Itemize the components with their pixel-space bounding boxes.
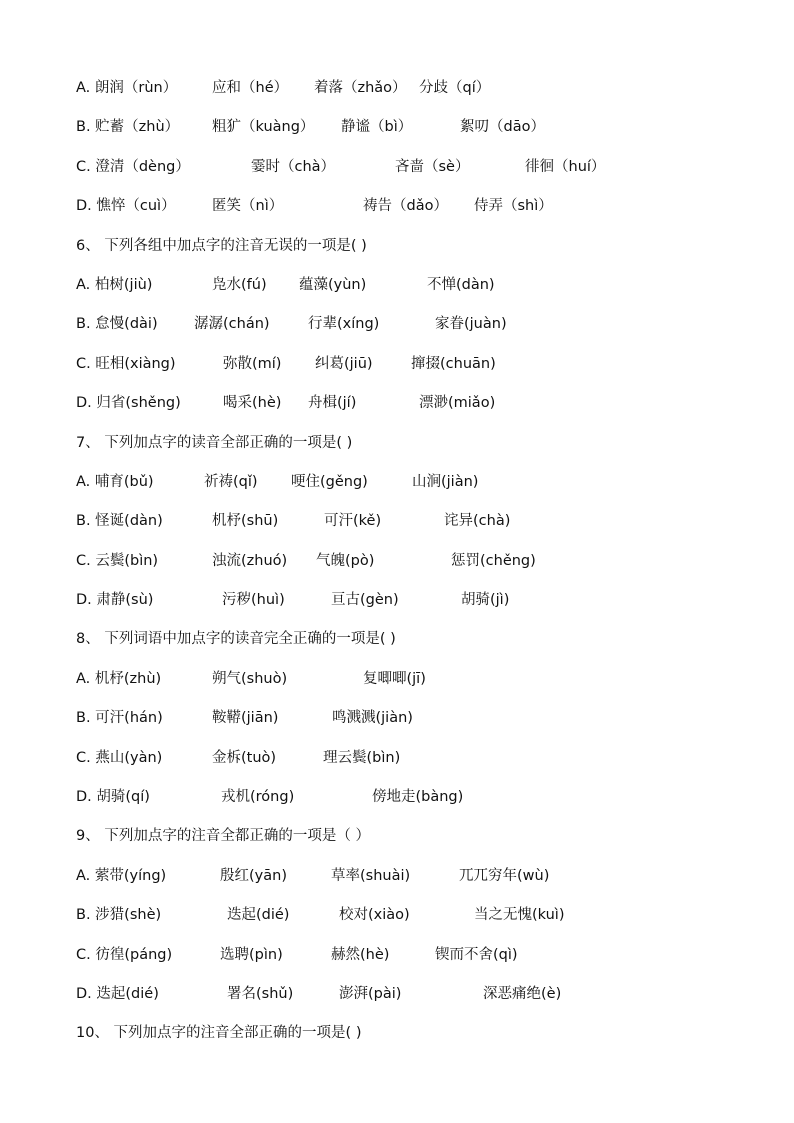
option-row — [76, 539, 766, 578]
option-word: 舟楫(jí) — [308, 395, 357, 412]
option-word: 祷告（dǎo） — [363, 198, 448, 215]
option-word: 金柝(tuò) — [212, 749, 277, 766]
option-row — [76, 854, 766, 893]
option-row — [76, 105, 766, 144]
option-word: 诧异(chà) — [444, 513, 511, 530]
question-text: 7、 下列加点字的读音全部正确的一项是( ) — [76, 434, 353, 451]
option-row — [76, 972, 766, 1011]
option-word: 祈祷(qǐ) — [204, 473, 258, 490]
option-word: 锲而不舍(qì) — [435, 946, 518, 963]
option-word: 哽住(gěng) — [291, 473, 368, 490]
option-word: 鸣溅溅(jiàn) — [332, 710, 413, 727]
option-word: 气魄(pò) — [316, 552, 375, 569]
option-row — [76, 578, 766, 617]
option-word: 署名(shǔ) — [227, 985, 294, 1002]
option-word: 分歧（qí） — [419, 80, 491, 96]
question-stem — [76, 617, 766, 656]
option-row — [76, 460, 766, 499]
option-word: 纠葛(jiū) — [315, 355, 373, 372]
option-word: 傍地走(bàng) — [372, 789, 464, 806]
question-stem — [76, 814, 766, 853]
option-word: 徘徊（huí） — [525, 158, 606, 175]
option-word: 絮叨（dāo） — [460, 119, 545, 136]
option-word: 复唧唧(jī) — [363, 670, 426, 687]
option-word: 亘古(gèn) — [331, 592, 399, 609]
option-word: 凫水(fú) — [212, 276, 267, 293]
option-word: 吝啬（sè） — [395, 158, 470, 175]
option-word: 不惮(dàn) — [427, 276, 495, 293]
option-word: 漂渺(miǎo) — [419, 395, 496, 412]
option-word: 喝采(hè) — [223, 395, 282, 412]
option-row — [76, 145, 766, 184]
option-word: 选聘(pìn) — [220, 946, 283, 963]
option-label-word: B. 怠慢(dài) — [76, 316, 158, 333]
option-row — [76, 184, 766, 223]
option-label-word: A. 朗润（rùn） — [76, 80, 178, 96]
option-word: 粗犷（kuàng） — [212, 119, 315, 136]
option-label-word: A. 萦带(yíng) — [76, 867, 167, 884]
option-word: 赫然(hè) — [331, 946, 390, 963]
option-word: 行辈(xíng) — [308, 316, 380, 333]
option-word: 霎时（chà） — [251, 158, 336, 175]
option-word: 惩罚(chěng) — [451, 552, 536, 569]
option-label-word: B. 贮蓄（zhù） — [76, 119, 180, 136]
option-word: 深恶痛绝(è) — [483, 985, 562, 1002]
option-row — [76, 736, 766, 775]
option-word: 戎机(róng) — [221, 789, 295, 806]
option-label-word: A. 哺育(bǔ) — [76, 473, 154, 490]
option-row — [76, 342, 766, 381]
option-word: 理云鬓(bìn) — [323, 749, 401, 766]
option-row — [76, 66, 766, 105]
question-stem — [76, 224, 766, 263]
option-row — [76, 775, 766, 814]
option-word: 静谧（bì） — [341, 119, 413, 136]
option-word: 兀兀穷年(wù) — [459, 867, 550, 884]
option-row — [76, 893, 766, 932]
option-word: 校对(xiào) — [339, 907, 410, 924]
option-label-word: C. 燕山(yàn) — [76, 749, 163, 766]
question-stem — [76, 421, 766, 460]
option-word: 可汗(kě) — [324, 513, 382, 530]
option-word: 机杼(shū) — [212, 513, 279, 530]
option-label-word: C. 旺相(xiàng) — [76, 355, 176, 372]
option-word: 匿笑（nì） — [212, 198, 284, 215]
question-text: 8、 下列词语中加点字的读音完全正确的一项是( ) — [76, 631, 396, 648]
option-label-word: D. 胡骑(qí) — [76, 789, 150, 806]
option-word: 侍弄（shì） — [474, 198, 553, 215]
option-row — [76, 696, 766, 735]
option-label-word: D. 归省(shěng) — [76, 395, 181, 412]
option-row — [76, 657, 766, 696]
option-word: 家眷(juàn) — [435, 316, 507, 333]
option-word: 潺潺(chán) — [194, 316, 270, 333]
option-label-word: D. 憔悴（cuì） — [76, 198, 176, 215]
option-word: 澎湃(pài) — [339, 985, 402, 1002]
option-row — [76, 381, 766, 420]
option-label-word: C. 云鬓(bìn) — [76, 552, 159, 569]
option-label-word: A. 机杼(zhù) — [76, 670, 162, 687]
option-label-word: C. 澄清（dèng） — [76, 158, 190, 175]
option-word: 着落（zhǎo） — [314, 80, 407, 96]
option-word: 胡骑(jì) — [461, 592, 510, 609]
option-row — [76, 499, 766, 538]
option-label-word: D. 迭起(dié) — [76, 985, 159, 1002]
option-word: 当之无愧(kuì) — [474, 907, 565, 924]
option-word: 应和（hé） — [212, 80, 289, 96]
option-label-word: C. 彷徨(páng) — [76, 946, 173, 963]
option-word: 朔气(shuò) — [212, 670, 288, 687]
option-word: 山涧(jiàn) — [412, 473, 479, 490]
option-label-word: B. 涉猎(shè) — [76, 907, 162, 924]
option-word: 鞍鞯(jiān) — [212, 710, 279, 727]
option-word: 蕴藻(yùn) — [299, 276, 367, 293]
question-text: 6、 下列各组中加点字的注音无误的一项是( ) — [76, 237, 367, 254]
option-word: 浊流(zhuó) — [212, 552, 288, 569]
option-word: 污秽(huì) — [222, 592, 285, 609]
option-word: 殷红(yān) — [220, 867, 287, 884]
option-label-word: B. 可汗(hán) — [76, 710, 163, 727]
option-row — [76, 933, 766, 972]
option-word: 弥散(mí) — [223, 355, 282, 372]
question-stem — [76, 1011, 766, 1050]
option-word: 撺掇(chuān) — [411, 355, 496, 372]
option-word: 迭起(dié) — [227, 907, 290, 924]
option-label-word: D. 肃静(sù) — [76, 592, 154, 609]
option-row — [76, 263, 766, 302]
document-body — [76, 66, 766, 1051]
option-word: 草率(shuài) — [331, 867, 411, 884]
option-label-word: B. 怪诞(dàn) — [76, 513, 163, 530]
question-text: 10、 下列加点字的注音全部正确的一项是( ) — [76, 1025, 362, 1042]
question-text: 9、 下列加点字的注音全都正确的一项是（ ） — [76, 828, 370, 845]
option-label-word: A. 柏树(jiù) — [76, 276, 153, 293]
option-row — [76, 302, 766, 341]
